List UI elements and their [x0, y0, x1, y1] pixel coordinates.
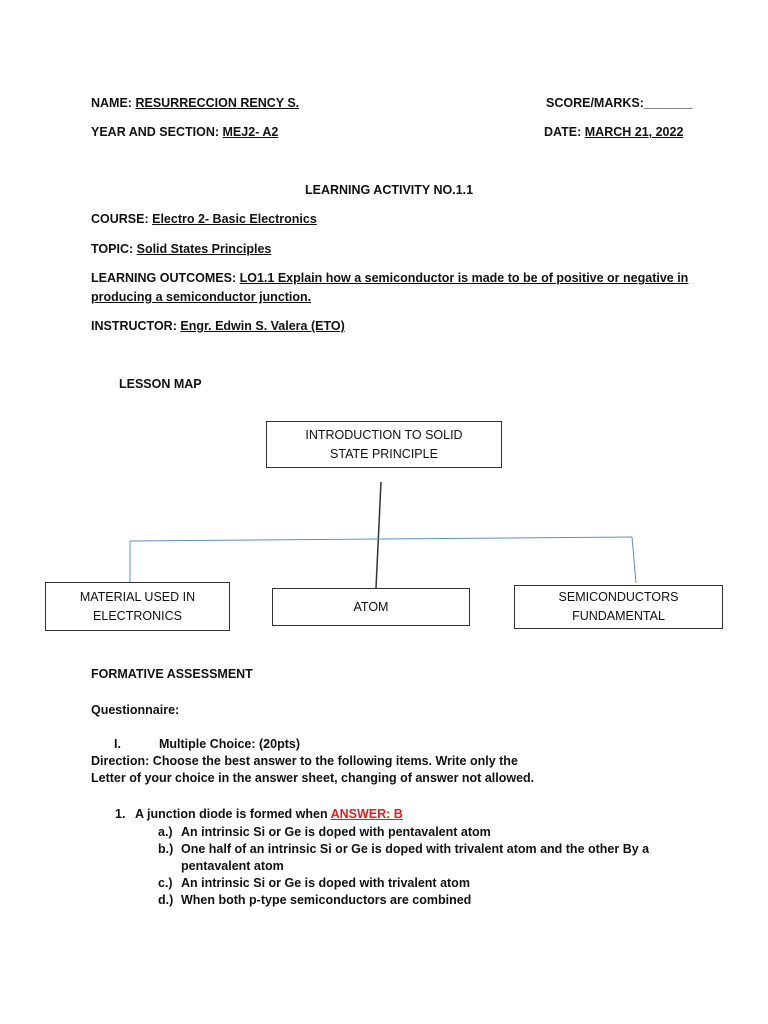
direction-line2: Letter of your choice in the answer sheet, changing of answer not allowed.: [91, 771, 535, 785]
date-value: MARCH 21, 2022: [584, 125, 684, 139]
assessment-title: FORMATIVE ASSESSMENT: [91, 667, 253, 681]
lesson-map-semiconductors: SEMICONDUCTORS FUNDAMENTAL: [514, 585, 723, 629]
score-label: SCORE/MARKS:: [546, 96, 644, 110]
connector-right: [632, 537, 636, 583]
question1-text: [135, 806, 403, 822]
question1-answer: ANSWER: B: [330, 807, 403, 821]
option-d-letter: d.): [158, 893, 174, 907]
option-a-text: An intrinsic Si or Ge is doped with pentavalent atom: [181, 825, 491, 839]
name-label: NAME:: [91, 96, 136, 110]
question1-prompt: A junction diode is formed when: [135, 807, 331, 821]
option-b-text: One half of an intrinsic Si or Ge is doped with trivalent atom and the other By a: [181, 842, 650, 856]
option-b-letter: b.): [158, 842, 174, 856]
course-label: COURSE:: [91, 212, 153, 226]
year-value: MEJ2- A2: [222, 125, 279, 139]
outcomes-line1: LO1.1 Explain how a semiconductor is made to be of positive or negative in: [239, 271, 689, 285]
connector-horizontal: [130, 537, 632, 541]
option-c-text: An intrinsic Si or Ge is doped with trivalent atom: [181, 876, 470, 890]
lesson-map-atom: ATOM: [272, 588, 470, 626]
option-c-letter: c.): [158, 876, 173, 890]
topic-value: Solid States Principles: [136, 242, 272, 256]
lesson-map-title: LESSON MAP: [119, 377, 202, 391]
lesson-map-material: MATERIAL USED IN ELECTRONICS: [45, 582, 230, 631]
topic-label: TOPIC:: [91, 242, 137, 256]
section-title: Multiple Choice: (20pts): [159, 737, 300, 751]
instructor-label: INSTRUCTOR:: [91, 319, 181, 333]
lesson-map-root: INTRODUCTION TO SOLID STATE PRINCIPLE: [266, 421, 502, 468]
year-label: YEAR AND SECTION:: [91, 125, 223, 139]
option-a-letter: a.): [158, 825, 173, 839]
course-value: Electro 2- Basic Electronics: [152, 212, 317, 226]
direction-line1: Direction: Choose the best answer to the following items. Write only the: [91, 754, 518, 768]
score-blank: _______: [643, 96, 693, 110]
connector-trunk: [376, 482, 381, 588]
section-number: I.: [114, 737, 121, 751]
date-label: DATE:: [544, 125, 585, 139]
outcomes-label: LEARNING OUTCOMES:: [91, 271, 240, 285]
name-value: RESURRECCION RENCY S.: [135, 96, 300, 110]
question1-number: 1.: [115, 807, 126, 821]
activity-title: LEARNING ACTIVITY NO.1.1: [305, 183, 474, 197]
outcomes-line2: producing a semiconductor junction.: [91, 290, 312, 304]
option-b-text-cont: pentavalent atom: [181, 859, 284, 873]
option-d-text: When both p-type semiconductors are combined: [181, 893, 472, 907]
instructor-value: Engr. Edwin S. Valera (ETO): [180, 319, 345, 333]
questionnaire-label: Questionnaire:: [91, 703, 180, 717]
